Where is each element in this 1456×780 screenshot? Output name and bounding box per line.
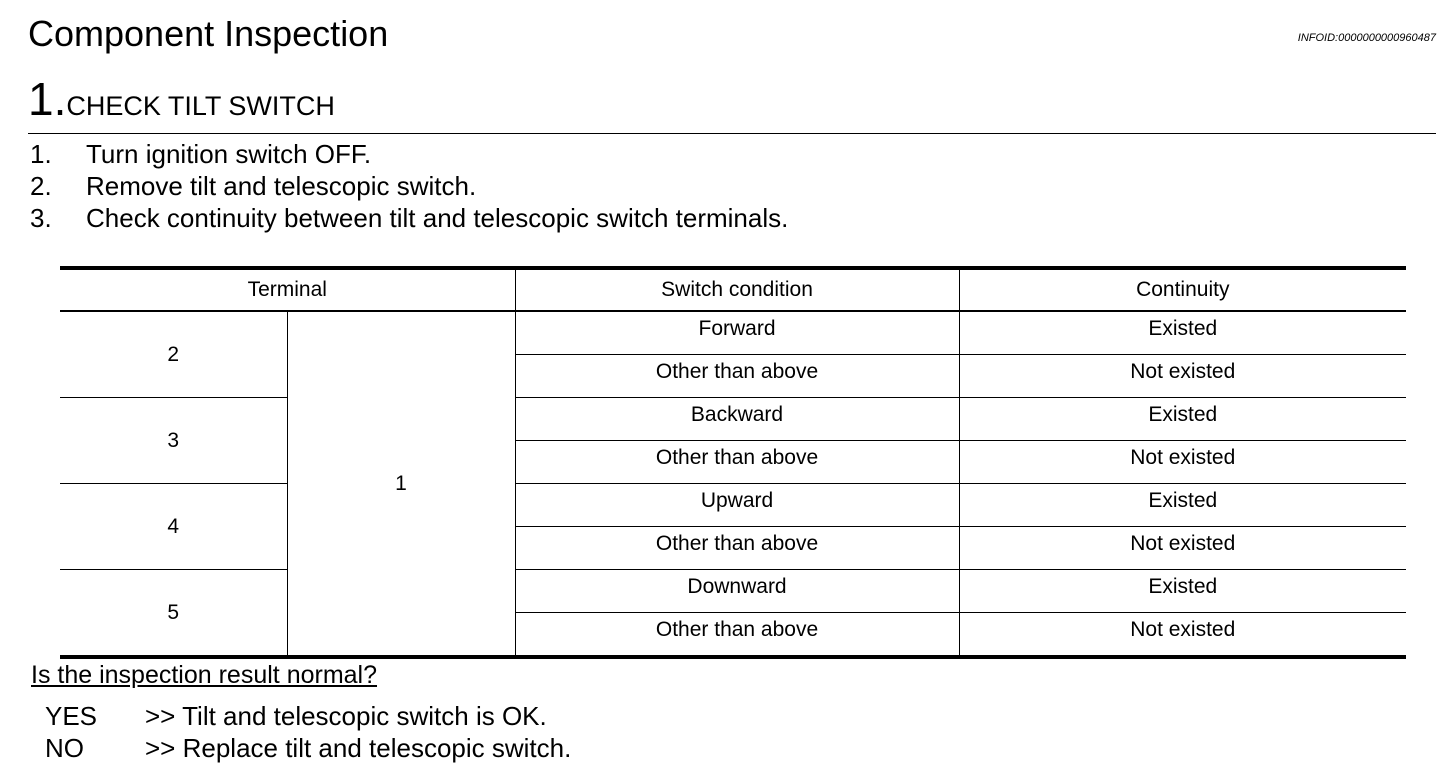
step-heading xyxy=(28,74,335,136)
instruction-number: 3. xyxy=(30,203,52,233)
header-continuity: Continuity xyxy=(959,268,1406,311)
continuity-cell: Existed xyxy=(959,398,1406,441)
table-header-row xyxy=(60,268,1406,311)
instruction-number: 2. xyxy=(30,171,52,201)
info-id: INFOID:0000000000960487 xyxy=(1297,32,1436,44)
instruction-item xyxy=(30,202,788,234)
switch-condition-cell: Forward xyxy=(515,311,959,355)
instruction-number: 1. xyxy=(30,139,52,169)
terminal-cell: 3 xyxy=(60,398,287,484)
header-switch-condition: Switch condition xyxy=(515,268,959,311)
instruction-list xyxy=(30,138,788,234)
answer-item xyxy=(45,732,571,764)
table-row xyxy=(60,484,1406,527)
continuity-cell: Existed xyxy=(959,484,1406,527)
continuity-cell: Not existed xyxy=(959,527,1406,570)
page-title: Component Inspection xyxy=(28,13,389,54)
section-divider xyxy=(28,133,1436,134)
switch-condition-cell: Other than above xyxy=(515,441,959,484)
step-number: 1. xyxy=(28,73,67,125)
instruction-item xyxy=(30,138,788,170)
switch-condition-cell: Other than above xyxy=(515,613,959,658)
instruction-item xyxy=(30,170,788,202)
terminal-cell: 2 xyxy=(60,311,287,398)
switch-condition-cell: Other than above xyxy=(515,527,959,570)
answer-action: >> Tilt and telescopic switch is OK. xyxy=(145,701,547,731)
instruction-text: Turn ignition switch OFF. xyxy=(86,139,372,169)
terminal-cell: 5 xyxy=(60,570,287,658)
answer-label: YES xyxy=(45,701,98,731)
instruction-text: Remove tilt and telescopic switch. xyxy=(86,171,477,201)
header-terminal: Terminal xyxy=(60,268,515,311)
continuity-cell: Not existed xyxy=(959,355,1406,398)
continuity-cell: Not existed xyxy=(959,613,1406,658)
answer-label: NO xyxy=(45,733,84,763)
switch-condition-cell: Other than above xyxy=(515,355,959,398)
table-row xyxy=(60,398,1406,441)
continuity-cell: Existed xyxy=(959,311,1406,355)
common-terminal-cell: 1 xyxy=(287,311,515,657)
switch-condition-cell: Upward xyxy=(515,484,959,527)
continuity-table xyxy=(60,266,1406,659)
terminal-cell: 4 xyxy=(60,484,287,570)
step-title: CHECK TILT SWITCH xyxy=(66,91,335,121)
table-row xyxy=(60,570,1406,613)
continuity-cell: Existed xyxy=(959,570,1406,613)
instruction-text: Check continuity between tilt and telescopic switch terminals. xyxy=(86,203,789,233)
answer-action: >> Replace tilt and telescopic switch. xyxy=(145,733,572,763)
answer-item xyxy=(45,700,571,732)
switch-condition-cell: Downward xyxy=(515,570,959,613)
answer-list xyxy=(45,700,571,764)
continuity-cell: Not existed xyxy=(959,441,1406,484)
inspection-question: Is the inspection result normal? xyxy=(31,661,378,689)
switch-condition-cell: Backward xyxy=(515,398,959,441)
table-row xyxy=(60,311,1406,355)
